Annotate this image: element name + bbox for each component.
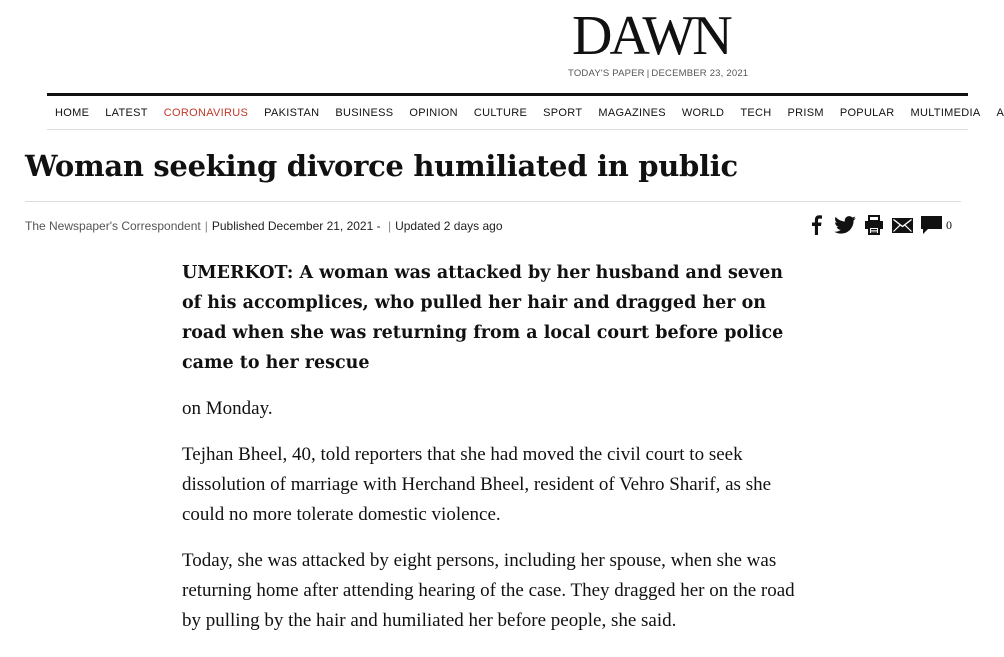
article-lead: UMERKOT: A woman was attacked by her husband and seven of his accomplices, who pulled her hair and dragged her on road when she was returning from a local court before police came to her rescue <box>182 263 784 373</box>
headline-divider <box>25 201 961 202</box>
twitter-icon[interactable] <box>834 215 855 236</box>
comment-icon[interactable] <box>921 215 942 236</box>
nav-list <box>47 96 1004 130</box>
article-paragraph: Tejhan Bheel, 40, told reporters that she had moved the civil court to seek dissolution of marriage with Herchand Bheel, resident of Vehro Sharif, as she could no more tolerate domestic violence. <box>182 444 772 525</box>
nav-item-magazines[interactable]: MAGAZINES <box>598 107 666 119</box>
updated-time: Updated 2 days ago <box>395 219 503 233</box>
article-paragraph: Today, she was attacked by eight persons, including her spouse, when she was returning home after attending hearing of the case. They dragged her on the road by pulling by the hair and humiliated her before people, she said. <box>182 550 795 631</box>
author-link[interactable]: The Newspaper's Correspondent <box>25 219 201 233</box>
share-bar <box>805 213 952 237</box>
nav-item-business[interactable]: BUSINESS <box>335 107 394 119</box>
nav-item-popular[interactable]: POPULAR <box>839 107 895 119</box>
facebook-icon[interactable] <box>805 215 826 236</box>
separator: | <box>646 68 650 79</box>
nav-item-pakistan[interactable]: PAKISTAN <box>264 107 320 119</box>
nav-item-a[interactable]: A <box>996 107 1004 119</box>
dawn-logo[interactable]: DAWN <box>572 5 730 67</box>
nav-item-world[interactable]: WORLD <box>681 107 725 119</box>
article-paragraph: on Monday. <box>182 398 273 419</box>
published-date: Published December 21, 2021 - <box>211 219 381 233</box>
nav-item-coronavirus[interactable]: CORONAVIRUS <box>163 107 249 119</box>
article-body <box>182 258 804 652</box>
email-icon[interactable] <box>892 215 913 236</box>
article-meta <box>25 219 503 233</box>
nav-item-multimedia[interactable]: MULTIMEDIA <box>910 107 981 119</box>
comment-count[interactable]: 0 <box>946 217 952 232</box>
nav-item-home[interactable]: HOME <box>55 107 90 119</box>
print-icon[interactable] <box>863 215 884 236</box>
nav-item-opinion[interactable]: OPINION <box>409 107 458 119</box>
main-nav <box>47 93 1004 130</box>
nav-item-prism[interactable]: PRISM <box>787 107 824 119</box>
todays-paper-line <box>568 68 758 79</box>
masthead-date: DECEMBER 23, 2021 <box>651 68 749 79</box>
todays-paper-link[interactable]: TODAY'S PAPER <box>568 68 645 79</box>
separator: | <box>204 219 208 233</box>
nav-item-sport[interactable]: SPORT <box>543 107 583 119</box>
separator: | <box>384 219 392 233</box>
nav-item-tech[interactable]: TECH <box>740 107 772 119</box>
nav-item-latest[interactable]: LATEST <box>105 107 148 119</box>
nav-item-culture[interactable]: CULTURE <box>473 107 528 119</box>
article-headline: Woman seeking divorce humiliated in public <box>25 149 738 183</box>
